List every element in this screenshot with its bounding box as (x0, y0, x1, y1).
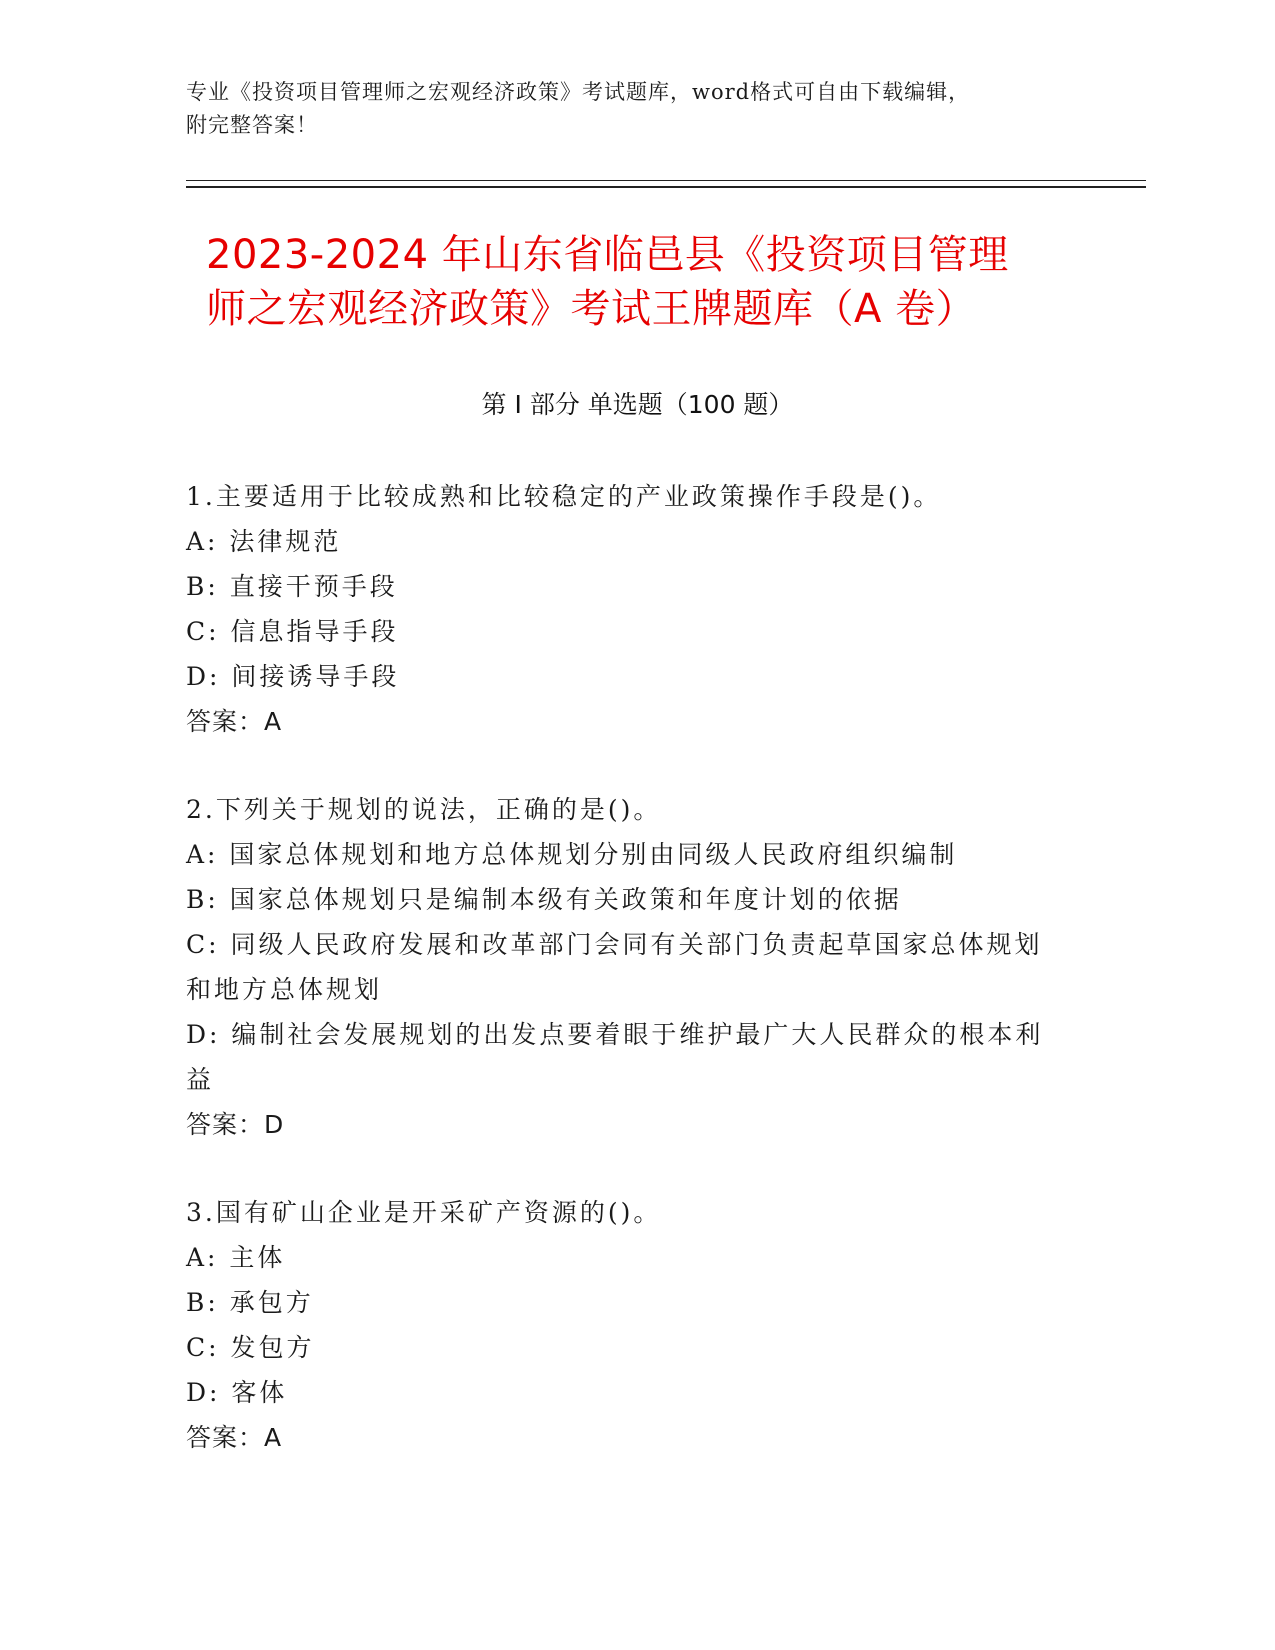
option-c: C: 发包方 (186, 1333, 315, 1362)
option-d: D: 客体 (186, 1378, 288, 1407)
option-a: A: 国家总体规划和地方总体规划分别由同级人民政府组织编制 (186, 840, 958, 869)
section-title: 第 I 部分 单选题（100 题） (481, 390, 794, 419)
option-b: B: 承包方 (186, 1288, 314, 1317)
question-item (186, 474, 1066, 744)
answer-label: 答案：A (186, 1423, 283, 1452)
header-divider-thick (186, 186, 1146, 188)
question-list (186, 474, 1066, 1503)
question-stem: 1.主要适用于比较成熟和比较稳定的产业政策操作手段是()。 (186, 482, 942, 511)
option-c: C: 同级人民政府发展和改革部门会同有关部门负责起草国家总体规划和地方总体规划 (186, 930, 1043, 1004)
header-divider-thin (186, 180, 1146, 181)
document-title-line-2: 师之宏观经济政策》考试王牌题库（A 卷） (206, 286, 977, 332)
question-item (186, 1190, 1066, 1460)
question-stem: 2.下列关于规划的说法，正确的是()。 (186, 795, 662, 824)
answer-label: 答案：D (186, 1110, 285, 1139)
header-note (186, 76, 1066, 142)
option-b: B: 国家总体规划只是编制本级有关政策和年度计划的依据 (186, 885, 902, 914)
question-stem: 3.国有矿山企业是开采矿产资源的()。 (186, 1198, 662, 1227)
document-title-line-1: 2023-2024 年山东省临邑县《投资项目管理 (206, 232, 1009, 278)
question-item (186, 787, 1066, 1147)
header-note-line-2: 附完整答案！ (186, 113, 318, 137)
option-a: A: 法律规范 (186, 527, 342, 556)
option-d: D: 编制社会发展规划的出发点要着眼于维护最广大人民群众的根本利益 (186, 1020, 1044, 1094)
option-a: A: 主体 (186, 1243, 286, 1272)
option-d: D: 间接诱导手段 (186, 662, 400, 691)
option-c: C: 信息指导手段 (186, 617, 399, 646)
document-title (206, 228, 1106, 336)
option-b: B: 直接干预手段 (186, 572, 398, 601)
answer-label: 答案：A (186, 707, 283, 736)
header-note-line-1: 专业《投资项目管理师之宏观经济政策》考试题库，word格式可自由下载编辑， (186, 80, 971, 104)
